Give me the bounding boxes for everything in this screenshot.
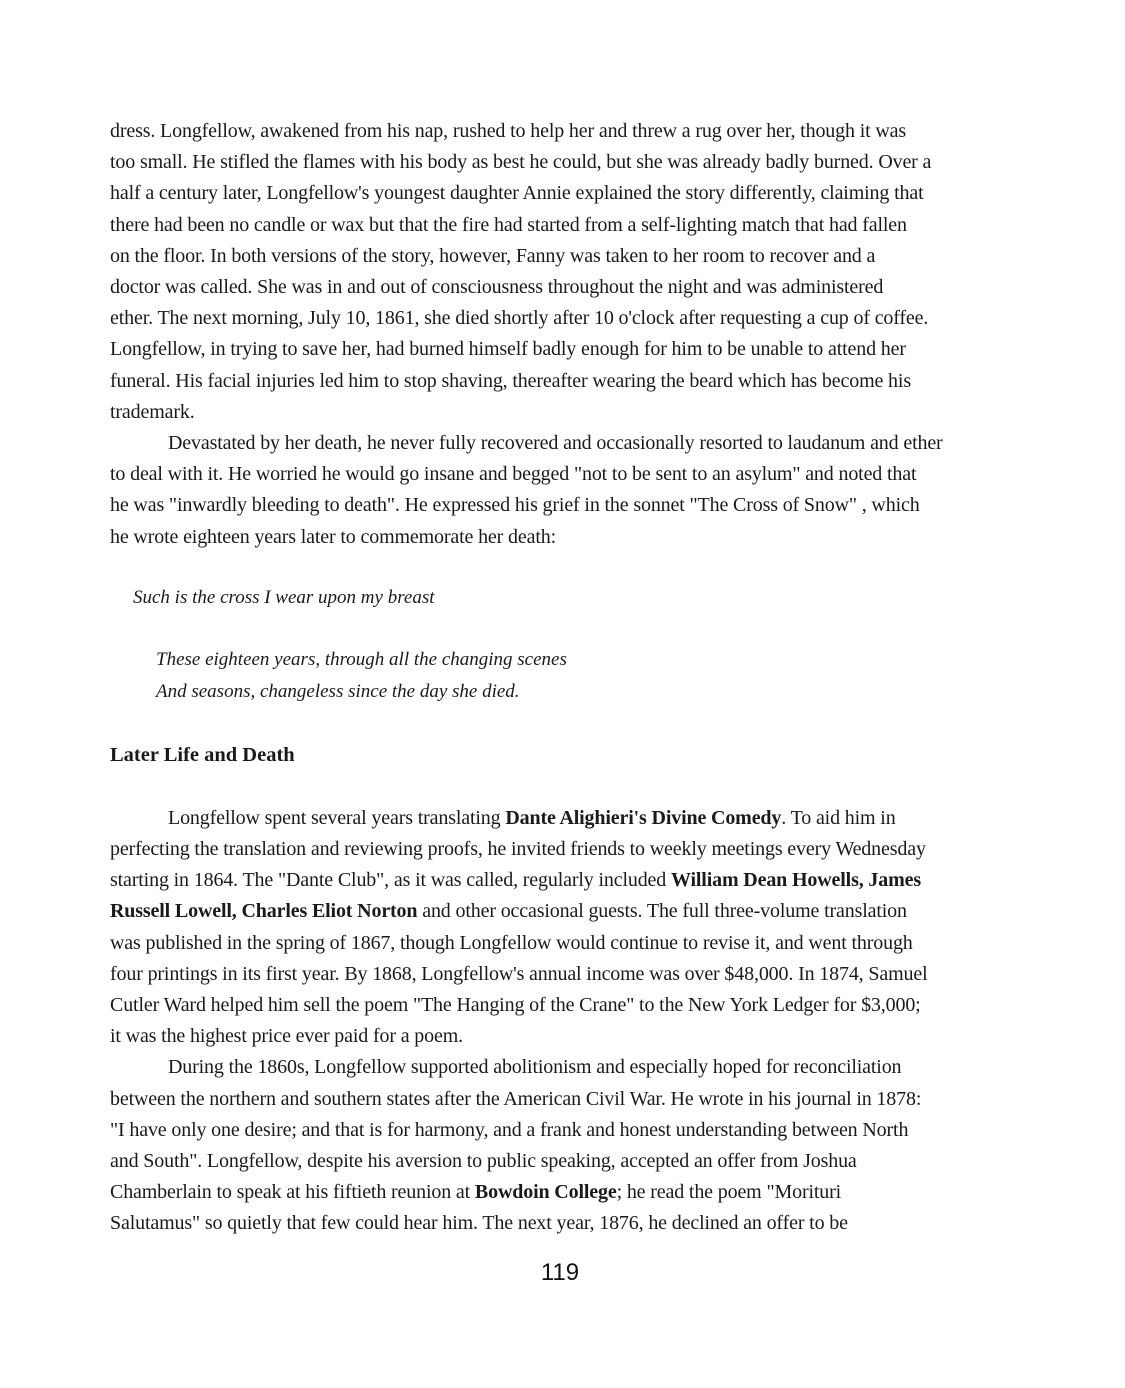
poem-line: And seasons, changeless since the day she died. bbox=[156, 680, 520, 702]
bold-text: Dante Alighieri's Divine Comedy bbox=[505, 806, 782, 829]
section-heading: Later Life and Death bbox=[110, 743, 295, 766]
poem-line: Such is the cross I wear upon my breast bbox=[133, 586, 435, 608]
text-run: . To aid him in perfecting the translation and reviewing proofs, he invited friends to weekly meetings every Wednesday starting in 1864. The "Dante Club", as it was called, regularly included bbox=[110, 806, 926, 892]
text-run: ; he read the poem "Morituri Salutamus" so quietly that few could hear him. The next year, 1876, he declined an offer to be bbox=[110, 1181, 848, 1235]
page-number: 119 bbox=[540, 1259, 580, 1286]
bold-text: Bowdoin College bbox=[474, 1181, 617, 1204]
poem-stanza-1 bbox=[110, 582, 1045, 614]
paragraph-civil-war bbox=[110, 1052, 1045, 1239]
paragraph-grief: Devastated by her death, he never fully recovered and occasionally resorted to laudanum and ether to deal with it. He worried he would go insane and begged "not to be sent to an asylum" and noted that he was "inwardly bleeding to death". He expressed his grief in the sonnet "The Cross of Snow" , which he wrote eighteen years later to commemorate her death: bbox=[110, 432, 943, 548]
poem-stanza-2 bbox=[110, 644, 1045, 708]
poem-line: These eighteen years, through all the changing scenes bbox=[156, 648, 567, 670]
text-run: During the 1860s, Longfellow supported abolitionism and especially hoped for reconciliation between the northern and southern states after the American Civil War. He wrote in his journal in 1878: "I have only one desire; and that is for harmony, and a frank and honest understanding between North and South". Longfellow, despite his aversion to public speaking, accepted an offer from Joshua Chamberlain to speak at his fiftieth reunion at bbox=[110, 1056, 922, 1204]
text-run: Longfellow spent several years translating bbox=[168, 806, 506, 829]
bold-text: William Dean Howells, James Russell Lowell, Charles Eliot Norton bbox=[110, 869, 921, 923]
page-content bbox=[110, 116, 1045, 1240]
text-run: and other occasional guests. The full three-volume translation was published in the spring of 1867, though Longfellow would continue to revise it, and went through four printings in its first year. By 1868, Longfellow's annual income was over $48,000. In 1874, Samuel Cutler Ward helped him sell the poem "The Hanging of the Crane" to the New York Ledger for $3,000; it was the highest price ever paid for a poem. bbox=[110, 900, 928, 1048]
paragraph-fire-account: dress. Longfellow, awakened from his nap, rushed to help her and threw a rug over her, though it was too small. He stifled the flames with his body as best he could, but she was already badly burned. Over a half a century later, Longfellow's youngest daughter Annie explained the story differently, claiming that there had been no candle or wax but that the fire had started from a self-lighting match that had fallen on the floor. In both versions of the story, however, Fanny was taken to her room to recover and a doctor was called. She was in and out of consciousness throughout the night and was administered ether. The next morning, July 10, 1861, she died shortly after 10 o'clock after requesting a cup of coffee. Longfellow, in trying to save her, had burned himself badly enough for him to be unable to attend her funeral. His facial injuries led him to stop shaving, thereafter wearing the beard which has become his trademark. bbox=[110, 120, 932, 423]
paragraph-dante-translation bbox=[110, 803, 1045, 1053]
